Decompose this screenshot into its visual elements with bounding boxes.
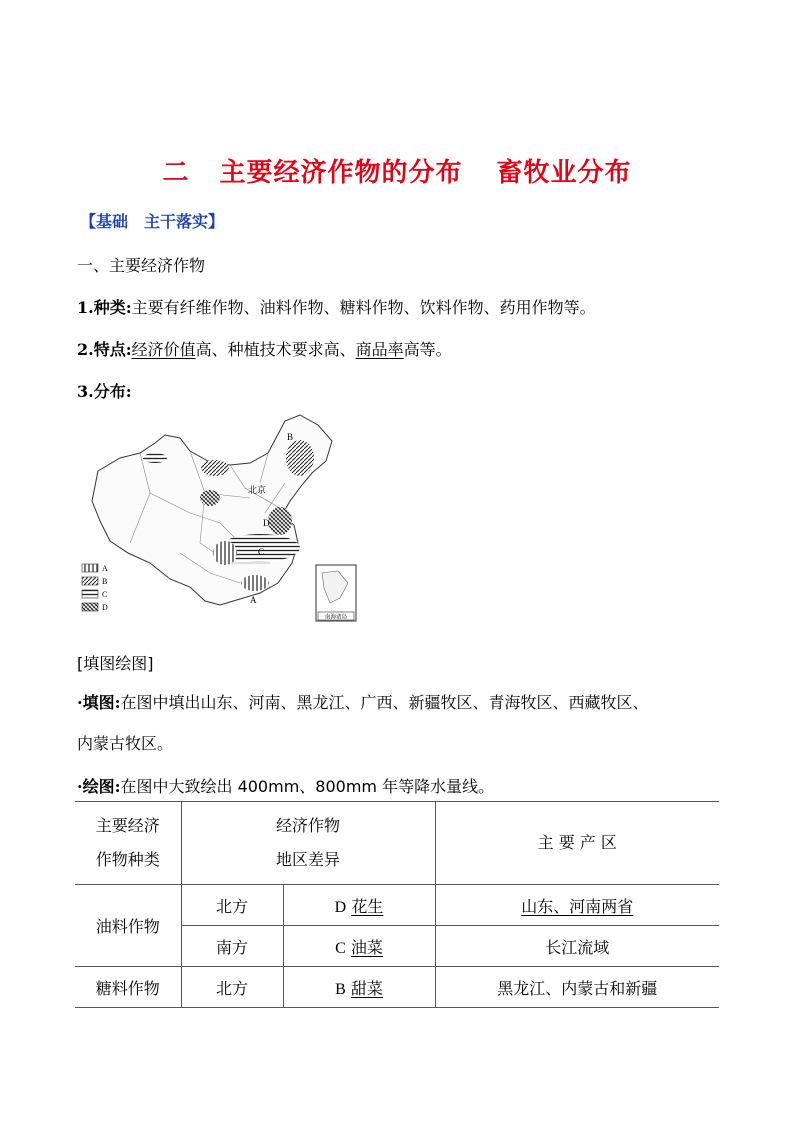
table-row [75,885,719,926]
fill-draw-heading: [填图绘图] [77,654,154,673]
cell-region: 北方 [181,885,283,926]
map-label-beijing: 北京 [248,486,267,496]
cell-crop-name: 油菜 [350,937,383,957]
draw-label: ·绘图: [77,777,121,796]
item-distribution [77,379,132,402]
table-header-row [75,802,719,885]
item-types [77,295,596,318]
cell-crop-name: 花生 [351,896,384,916]
page-title [0,152,794,189]
crop-table [75,801,719,1008]
cell-crop [283,967,435,1008]
area-a-south [241,575,269,591]
header-crop-region-l1: 经济作物 [275,816,340,835]
south-sea-inset [316,565,356,621]
title-part1: 二 [162,158,190,188]
title-part2: 主要经济作物的分布 [219,158,463,188]
heading-economic-crops: 一、主要经济作物 [77,256,206,275]
area-d-north [200,490,220,506]
fill-instruction-line1 [77,690,649,713]
area-b-innermongolia [201,460,229,476]
header-crop-region-l2: 地区差异 [275,850,340,869]
cell-crop-letter: D [334,898,347,916]
area-d-shandong [268,507,292,535]
cell-crop-letter: B [335,980,346,998]
inset-label: 南海诸岛 [324,614,348,621]
item-features-text1: 高、种植技术要求高、 [195,340,356,359]
fill-label: ·填图: [77,693,121,712]
cell-crop [283,926,435,967]
cell-area [435,885,719,926]
cell-type: 油料作物 [75,885,181,967]
item-features-label: 2.特点: [77,340,132,359]
legend-a: A [102,564,108,573]
cell-type: 糖料作物 [75,967,181,1008]
section-header: 【基础 主干落实】 [80,212,225,231]
legend-d: D [102,603,108,612]
header-crop-type-l2: 作物种类 [95,850,160,869]
cell-area-text: 山东、河南两省 [521,896,634,916]
map-legend [82,564,108,612]
answer-commodity-rate: 商品率 [355,340,404,359]
legend-c: C [102,590,108,599]
header-main-area: 主 要 产 区 [435,802,719,885]
area-a-sichuan [213,541,237,565]
fill-text1: 在图中填出山东、河南、黑龙江、广西、新疆牧区、青海牧区、西藏牧区、 [120,693,649,712]
item-distribution-label: 3.分布: [77,382,132,401]
item-features [77,337,452,360]
cell-area: 黑龙江、内蒙古和新疆 [435,967,719,1008]
map-label-b: B [287,432,294,442]
header-crop-type [75,802,181,885]
fill-instruction-line2: 内蒙古牧区。 [77,734,174,753]
legend-b: B [102,577,108,586]
area-b-northeast [286,440,314,476]
answer-economic-value: 经济价值 [131,340,196,359]
map-label-d: D [263,518,270,528]
area-c-xinjiang [143,453,167,463]
header-crop-region [181,802,435,885]
draw-instruction [77,774,494,797]
cell-crop-name: 甜菜 [350,978,383,998]
title-part3: 畜牧业分布 [496,158,632,188]
cell-area: 长江流域 [435,926,719,967]
draw-text: 在图中大致绘出 400mm、800mm 年等降水量线。 [120,777,495,796]
item-features-text2: 高等。 [403,340,452,359]
table-row [75,967,719,1008]
map-label-a: A [250,595,257,605]
china-crop-map [80,413,360,623]
item-types-label: 1.种类: [77,298,132,317]
item-types-text: 主要有纤维作物、油料作物、糖料作物、饮料作物、药用作物等。 [131,298,596,317]
header-crop-type-l1: 主要经济 [95,816,160,835]
cell-region: 南方 [181,926,283,967]
cell-crop-letter: C [335,939,346,957]
cell-crop [283,885,435,926]
cell-region: 北方 [181,967,283,1008]
map-label-c: C [258,547,265,557]
